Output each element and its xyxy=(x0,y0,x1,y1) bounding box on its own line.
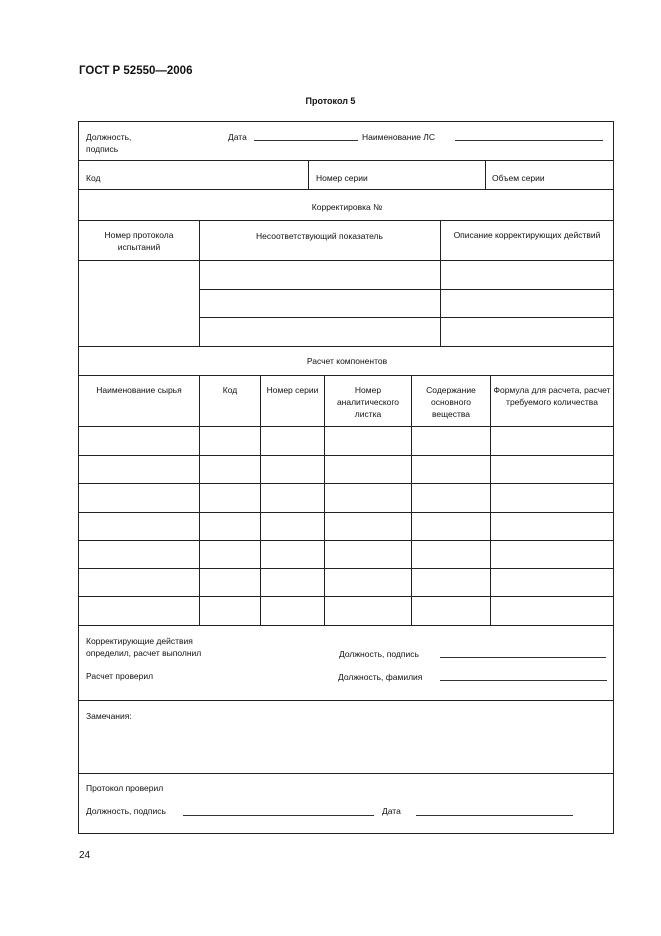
drug-name-label: Наименование ЛС xyxy=(362,132,436,142)
nonconforming-indicator-header: Несоответствующий показатель xyxy=(256,231,383,241)
document-id: ГОСТ Р 52550—2006 xyxy=(79,65,193,77)
divider xyxy=(79,160,613,161)
position-signature-label: Должность, подпись xyxy=(86,132,132,154)
verification-position-signature-label: Должность, подпись xyxy=(86,806,166,816)
protocol-checked-label: Протокол проверил xyxy=(86,783,164,793)
code-label: Код xyxy=(86,173,101,183)
series-number-header: Номер серии xyxy=(266,385,319,395)
corrective-actions-header: Описание корректирующих действий xyxy=(453,230,601,240)
raw-material-header: Наименование сырья xyxy=(96,385,182,395)
protocol-title: Протокол 5 xyxy=(305,96,356,106)
correction-title: Корректировка № xyxy=(311,202,383,212)
checked-calculation-label: Расчет проверил xyxy=(86,671,154,681)
drug-name-field[interactable] xyxy=(455,140,603,141)
position-signature-label-2: Должность, подпись xyxy=(339,649,419,659)
date-field[interactable] xyxy=(254,140,358,141)
series-volume-label: Объем серии xyxy=(492,173,545,183)
formula-header: Формула для расчета, расчет требуемого количества xyxy=(493,385,611,407)
calculation-title: Расчет компонентов xyxy=(306,356,388,366)
verification-date-field[interactable] xyxy=(416,815,573,816)
position-surname-field[interactable] xyxy=(440,680,607,681)
series-number-label: Номер серии xyxy=(316,173,368,183)
verification-date-label: Дата xyxy=(382,806,401,816)
main-substance-header: Содержание основного вещества xyxy=(426,385,476,419)
verification-signature-field[interactable] xyxy=(183,815,374,816)
analytical-sheet-header: Номер аналитического листка xyxy=(336,385,400,419)
corrective-actions-label: Корректирующие действия xyxy=(86,636,193,646)
determined-calculated-label: определил, расчет выполнил xyxy=(86,648,202,658)
date-label: Дата xyxy=(228,132,247,142)
protocol-number-header: Номер протокола испытаний xyxy=(104,230,174,252)
remarks-label: Замечания: xyxy=(86,711,132,721)
page-number: 24 xyxy=(79,850,91,861)
code-header: Код xyxy=(222,385,238,395)
protocol-form xyxy=(78,121,614,834)
position-surname-label: Должность, фамилия xyxy=(338,672,423,682)
position-signature-field[interactable] xyxy=(440,657,606,658)
